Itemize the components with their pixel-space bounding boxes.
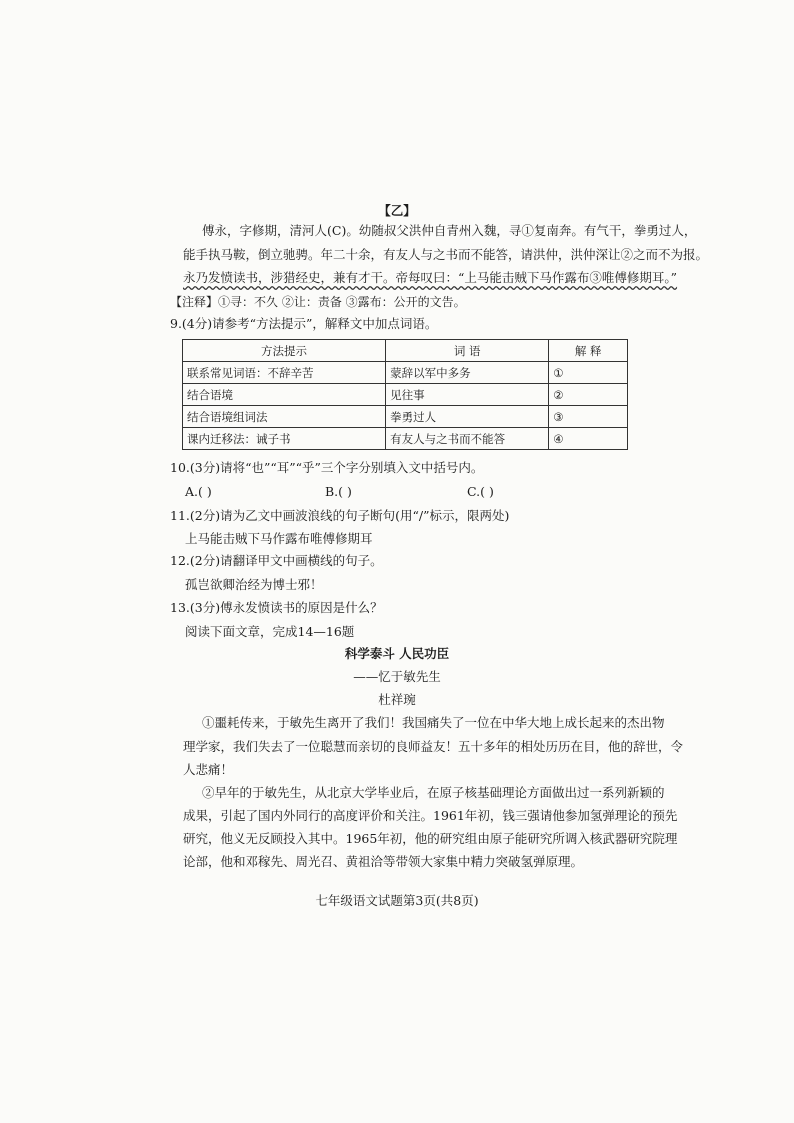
article-para2-line: 成果，引起了国内外同行的高度评价和关注。1961年初，钱三强请他参加氢弹理论的预先	[183, 808, 678, 823]
article-para2-line: 研究，他义无反顾投入其中。1965年初，他的研究组由原子能研究所调入核武器研究院理	[183, 831, 678, 846]
section-b-note: 【注释】①寻：不久 ②让：责备 ③露布：公开的文告。	[170, 295, 466, 309]
q12-stem: 12.(2分)请翻译甲文中画横线的句子。	[170, 553, 383, 568]
q9-header-explain: 解 释	[549, 340, 628, 362]
section-b-line-1: 傅永，字修期，清河人(C)。幼随叔父洪仲自青州入魏，寻①复南奔。有气干，拳勇过人，	[202, 223, 697, 238]
q9-cell-answer[interactable]: ④	[549, 428, 628, 450]
q9-cell-answer[interactable]: ③	[549, 406, 628, 428]
q9-table	[182, 339, 628, 450]
q9-cell-method: 课内迁移法：诫子书	[183, 428, 386, 450]
q13-stem: 13.(3分)傅永发愤读书的原因是什么？	[170, 600, 383, 615]
section-b-line-2: 能手执马鞍，倒立驰骋。年二十余，有友人与之书而不能答，请洪仲，洪仲深让②之而不为报。	[183, 247, 709, 262]
table-row	[183, 362, 628, 384]
section-b-line-3: 永乃发愤读书，涉猎经史，兼有才干。帝每叹曰：“上马能击贼下马作露布③唯傅修期耳。”	[183, 270, 678, 285]
q9-header-method: 方法提示	[183, 340, 386, 362]
q9-cell-word: 有友人与之书而不能答	[386, 428, 549, 450]
article-para1-line: 理学家，我们失去了一位聪慧而亲切的良师益友！五十多年的相处历历在目，他的辞世，令	[183, 739, 684, 754]
q9-stem: 9.(4分)请参考“方法提示”，解释文中加点词语。	[170, 316, 438, 331]
article-subtitle: ——忆于敏先生	[353, 669, 441, 684]
q9-table-header-row	[183, 340, 628, 362]
q9-cell-method: 联系常见词语：不辞辛苦	[183, 362, 386, 384]
article-author: 杜祥琬	[378, 692, 416, 707]
article-para2-line: 论部，他和邓稼先、周光召、黄祖洽等带领大家集中精力突破氢弹原理。	[183, 854, 584, 869]
q9-cell-word: 蒙辞以军中多务	[386, 362, 549, 384]
q10-choice-c[interactable]: C.( )	[467, 484, 494, 499]
q9-cell-word: 拳勇过人	[386, 406, 549, 428]
table-row	[183, 406, 628, 428]
article-title: 科学泰斗 人民功臣	[344, 646, 450, 661]
table-row	[183, 384, 628, 406]
q11-sentence: 上马能击贼下马作露布唯傅修期耳	[185, 531, 373, 546]
article-para1-line: 人悲痛！	[183, 762, 234, 777]
q9-cell-answer[interactable]: ①	[549, 362, 628, 384]
section-b-heading: 【乙】	[378, 203, 416, 218]
q12-sentence: 孤岂欲卿治经为博士邪！	[185, 577, 323, 592]
q9-cell-answer[interactable]: ②	[549, 384, 628, 406]
q10-choice-b[interactable]: B.( )	[325, 484, 352, 499]
q9-header-word: 词 语	[386, 340, 549, 362]
article-para1-line: ①噩耗传来，于敏先生离开了我们！我国痛失了一位在中华大地上成长起来的杰出物	[202, 715, 665, 730]
q9-cell-method: 结合语境	[183, 384, 386, 406]
q9-cell-word: 见往事	[386, 384, 549, 406]
q9-cell-method: 结合语境组词法	[183, 406, 386, 428]
q11-stem: 11.(2分)请为乙文中画波浪线的句子断句(用“/”标示，限两处)	[170, 508, 510, 523]
reading-instruction: 阅读下面文章，完成14—16题	[185, 624, 355, 639]
article-para2-line: ②早年的于敏先生，从北京大学毕业后，在原子核基础理论方面做出过一系列新颖的	[202, 785, 665, 800]
q10-stem: 10.(3分)请将“也”“耳”“乎”三个字分别填入文中括号内。	[170, 460, 484, 475]
page-footer: 七年级语文试题第3页(共8页)	[315, 893, 479, 908]
table-row	[183, 428, 628, 450]
q10-choice-a[interactable]: A.( )	[185, 484, 212, 499]
